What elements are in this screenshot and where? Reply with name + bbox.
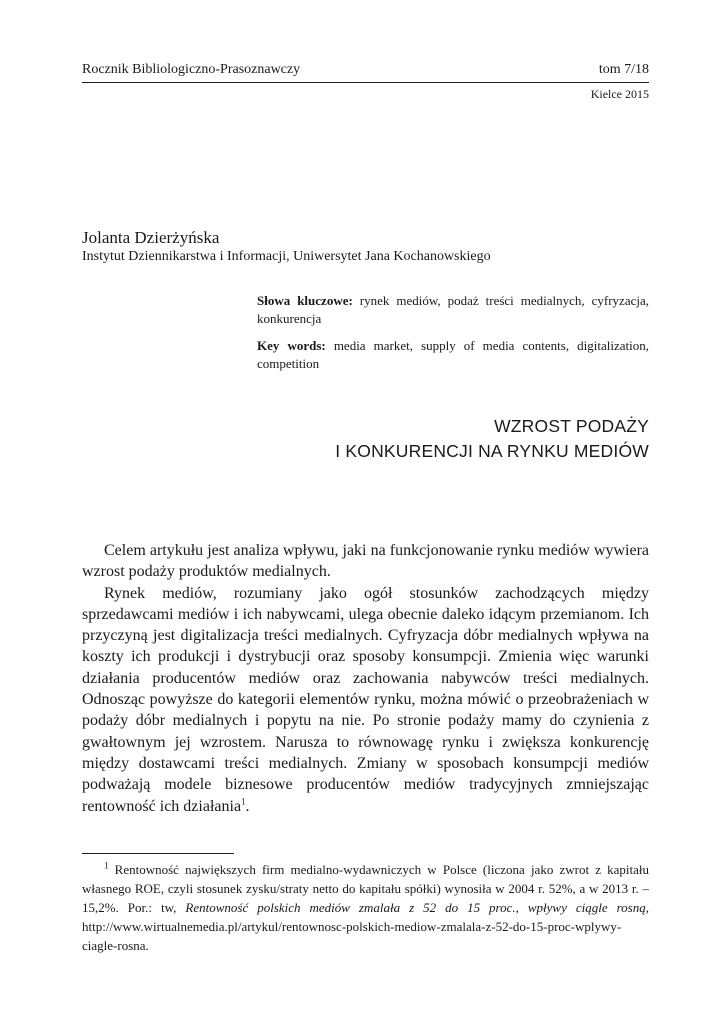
footnote-text-after: , http://www.wirtualnemedia.pl/artykul/rentownosc-polskich-mediow-zmalala-z-52-do-15-proc-wplywy-ciagle-rosna.	[82, 900, 649, 953]
article-title	[335, 414, 649, 464]
journal-name: Rocznik Bibliologiczno-Prasoznawczy	[82, 62, 301, 77]
footnote-divider	[82, 853, 234, 854]
footnote-cited-title: Rentowność polskich mediów zmalała z 52 do 15 proc., wpływy ciągle rosną	[185, 900, 646, 915]
footnote-paragraph	[82, 860, 649, 955]
footnote-reference[interactable]: 1	[241, 796, 246, 807]
title-line-2: I KONKURENCJI NA RYNKU MEDIÓW	[335, 441, 649, 461]
article-body	[82, 540, 649, 817]
body-paragraph-2-text: Rynek mediów, rozumiany jako ogół stosunków zachodzących między sprzedawcami mediów i ich nabywcami, ulega obecnie daleko idącym przemianom. Ich przyczyną jest digitalizacja treści medialnych. Cyfryzacja dóbr medialnych wpływa na koszty ich produkcji i dystrybucji oraz sposoby konsumpcji. Zmienia więc warunki działania producentów mediów oraz zachowania nabywców treści medialnych. Odnosząc powyższe do kategorii elementów rynku, można mówić o przeobrażeniach w podaży dóbr medialnych i popytu na nie. Po stronie podaży mamy do czynienia z gwałtownym jej wzrostem. Narusza to równowagę rynku i zwiększa konkurencję między dostawcami treści medialnych. Zmiany w sposobach konsumpcji mediów podważają modele biznesowe producentów mediów tradycyjnych zmniejszając rentowność ich działania	[82, 584, 649, 815]
keywords-polish-label: Słowa kluczowe:	[257, 293, 353, 308]
body-paragraph-2	[82, 583, 649, 817]
keywords-polish	[257, 292, 649, 328]
author-name: Jolanta Dzierżyńska	[82, 228, 220, 247]
body-paragraph-1: Celem artykułu jest analiza wpływu, jaki na funkcjonowanie rynku mediów wywiera wzrost podaży produktów medialnych.	[82, 542, 649, 581]
author-affiliation: Instytut Dziennikarstwa i Informacji, Uniwersytet Jana Kochanowskiego	[82, 249, 491, 264]
keywords-english-label: Key words:	[257, 338, 326, 353]
keywords-english	[257, 337, 649, 373]
footnote-number: 1	[104, 860, 109, 871]
keywords-polish-text: rynek mediów, podaż treści medialnych, cyfryzacja, konkurencja	[257, 293, 649, 326]
footnote	[82, 860, 649, 955]
footnote-text-before: Rentowność największych firm medialno-wydawniczych w Polsce (liczona jako zwrot z kapitału własnego ROE, czyli stosunek zysku/straty netto do kapitału spółki) wynosiła w 2004 r. 52%, a w 2013 r. – 15,2%. Por.: tw,	[82, 862, 649, 915]
title-line-1: WZROST PODAŻY	[494, 416, 649, 436]
keywords-block	[257, 292, 649, 382]
volume-number: tom 7/18	[598, 62, 649, 77]
place-year: Kielce 2015	[590, 87, 649, 101]
header-divider	[82, 82, 649, 83]
keywords-english-text: media market, supply of media contents, digitalization, competition	[257, 338, 649, 371]
body-paragraph-2-end: .	[245, 797, 250, 815]
